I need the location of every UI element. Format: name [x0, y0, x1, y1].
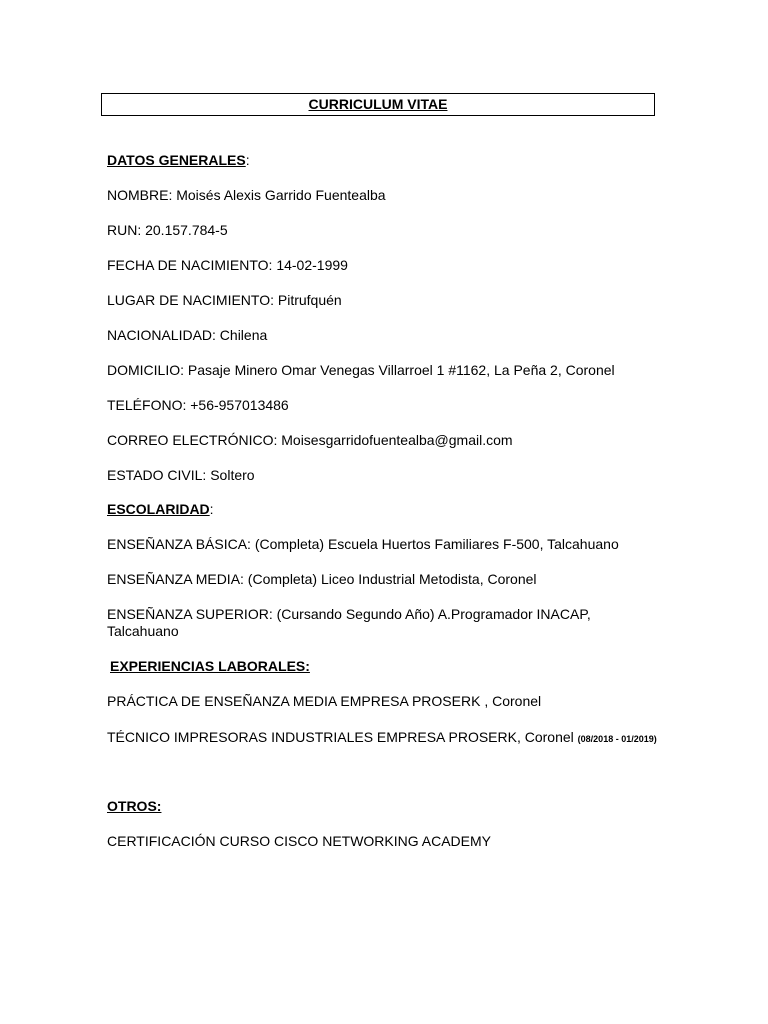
section-heading-experiencias [110, 658, 310, 675]
field-correo: CORREO ELECTRÓNICO: Moisesgarridofuentealba@gmail.com [107, 432, 513, 448]
field-certificacion: CERTIFICACIÓN CURSO CISCO NETWORKING ACADEMY [107, 833, 491, 849]
section-datos-generales [107, 152, 250, 169]
section-heading-otros-text: OTROS: [107, 798, 162, 814]
field-tecnico [107, 729, 657, 748]
field-telefono: TELÉFONO: +56-957013486 [107, 397, 289, 413]
section-escolaridad [107, 501, 214, 518]
section-heading-escolaridad: ESCOLARIDAD [107, 501, 210, 517]
field-lugar-nacimiento: LUGAR DE NACIMIENTO: Pitrufquén [107, 292, 342, 308]
field-estado-civil: ESTADO CIVIL: Soltero [107, 467, 255, 483]
field-ensenanza-media: ENSEÑANZA MEDIA: (Completa) Liceo Industrial Metodista, Coronel [107, 571, 537, 587]
title-box [101, 93, 655, 116]
field-tecnico-text: TÉCNICO IMPRESORAS INDUSTRIALES EMPRESA PROSERK, Coronel [107, 729, 574, 745]
section-heading-otros [107, 798, 161, 815]
date-range: (08/2018 - 01/2019) [577, 734, 657, 744]
field-run: RUN: 20.157.784-5 [107, 222, 228, 238]
heading-colon: : [209, 501, 214, 517]
section-heading-experiencias-text: EXPERIENCIAS LABORALES: [110, 658, 310, 674]
section-heading-datos-generales: DATOS GENERALES [107, 152, 246, 168]
field-nacionalidad: NACIONALIDAD: Chilena [107, 327, 268, 343]
field-ensenanza-basica: ENSEÑANZA BÁSICA: (Completa) Escuela Huertos Familiares F-500, Talcahuano [107, 536, 619, 552]
page-title: CURRICULUM VITAE [308, 96, 448, 112]
field-fecha-nacimiento: FECHA DE NACIMIENTO: 14-02-1999 [107, 257, 348, 273]
field-ensenanza-superior: ENSEÑANZA SUPERIOR: (Cursando Segundo Año) A.Programador INACAP, Talcahuano [107, 606, 591, 639]
heading-colon: : [245, 152, 250, 168]
field-domicilio: DOMICILIO: Pasaje Minero Omar Venegas Villarroel 1 #1162, La Peña 2, Coronel [107, 362, 615, 378]
field-practica: PRÁCTICA DE ENSEÑANZA MEDIA EMPRESA PROSERK , Coronel [107, 693, 542, 709]
field-nombre: NOMBRE: Moisés Alexis Garrido Fuentealba [107, 187, 386, 203]
